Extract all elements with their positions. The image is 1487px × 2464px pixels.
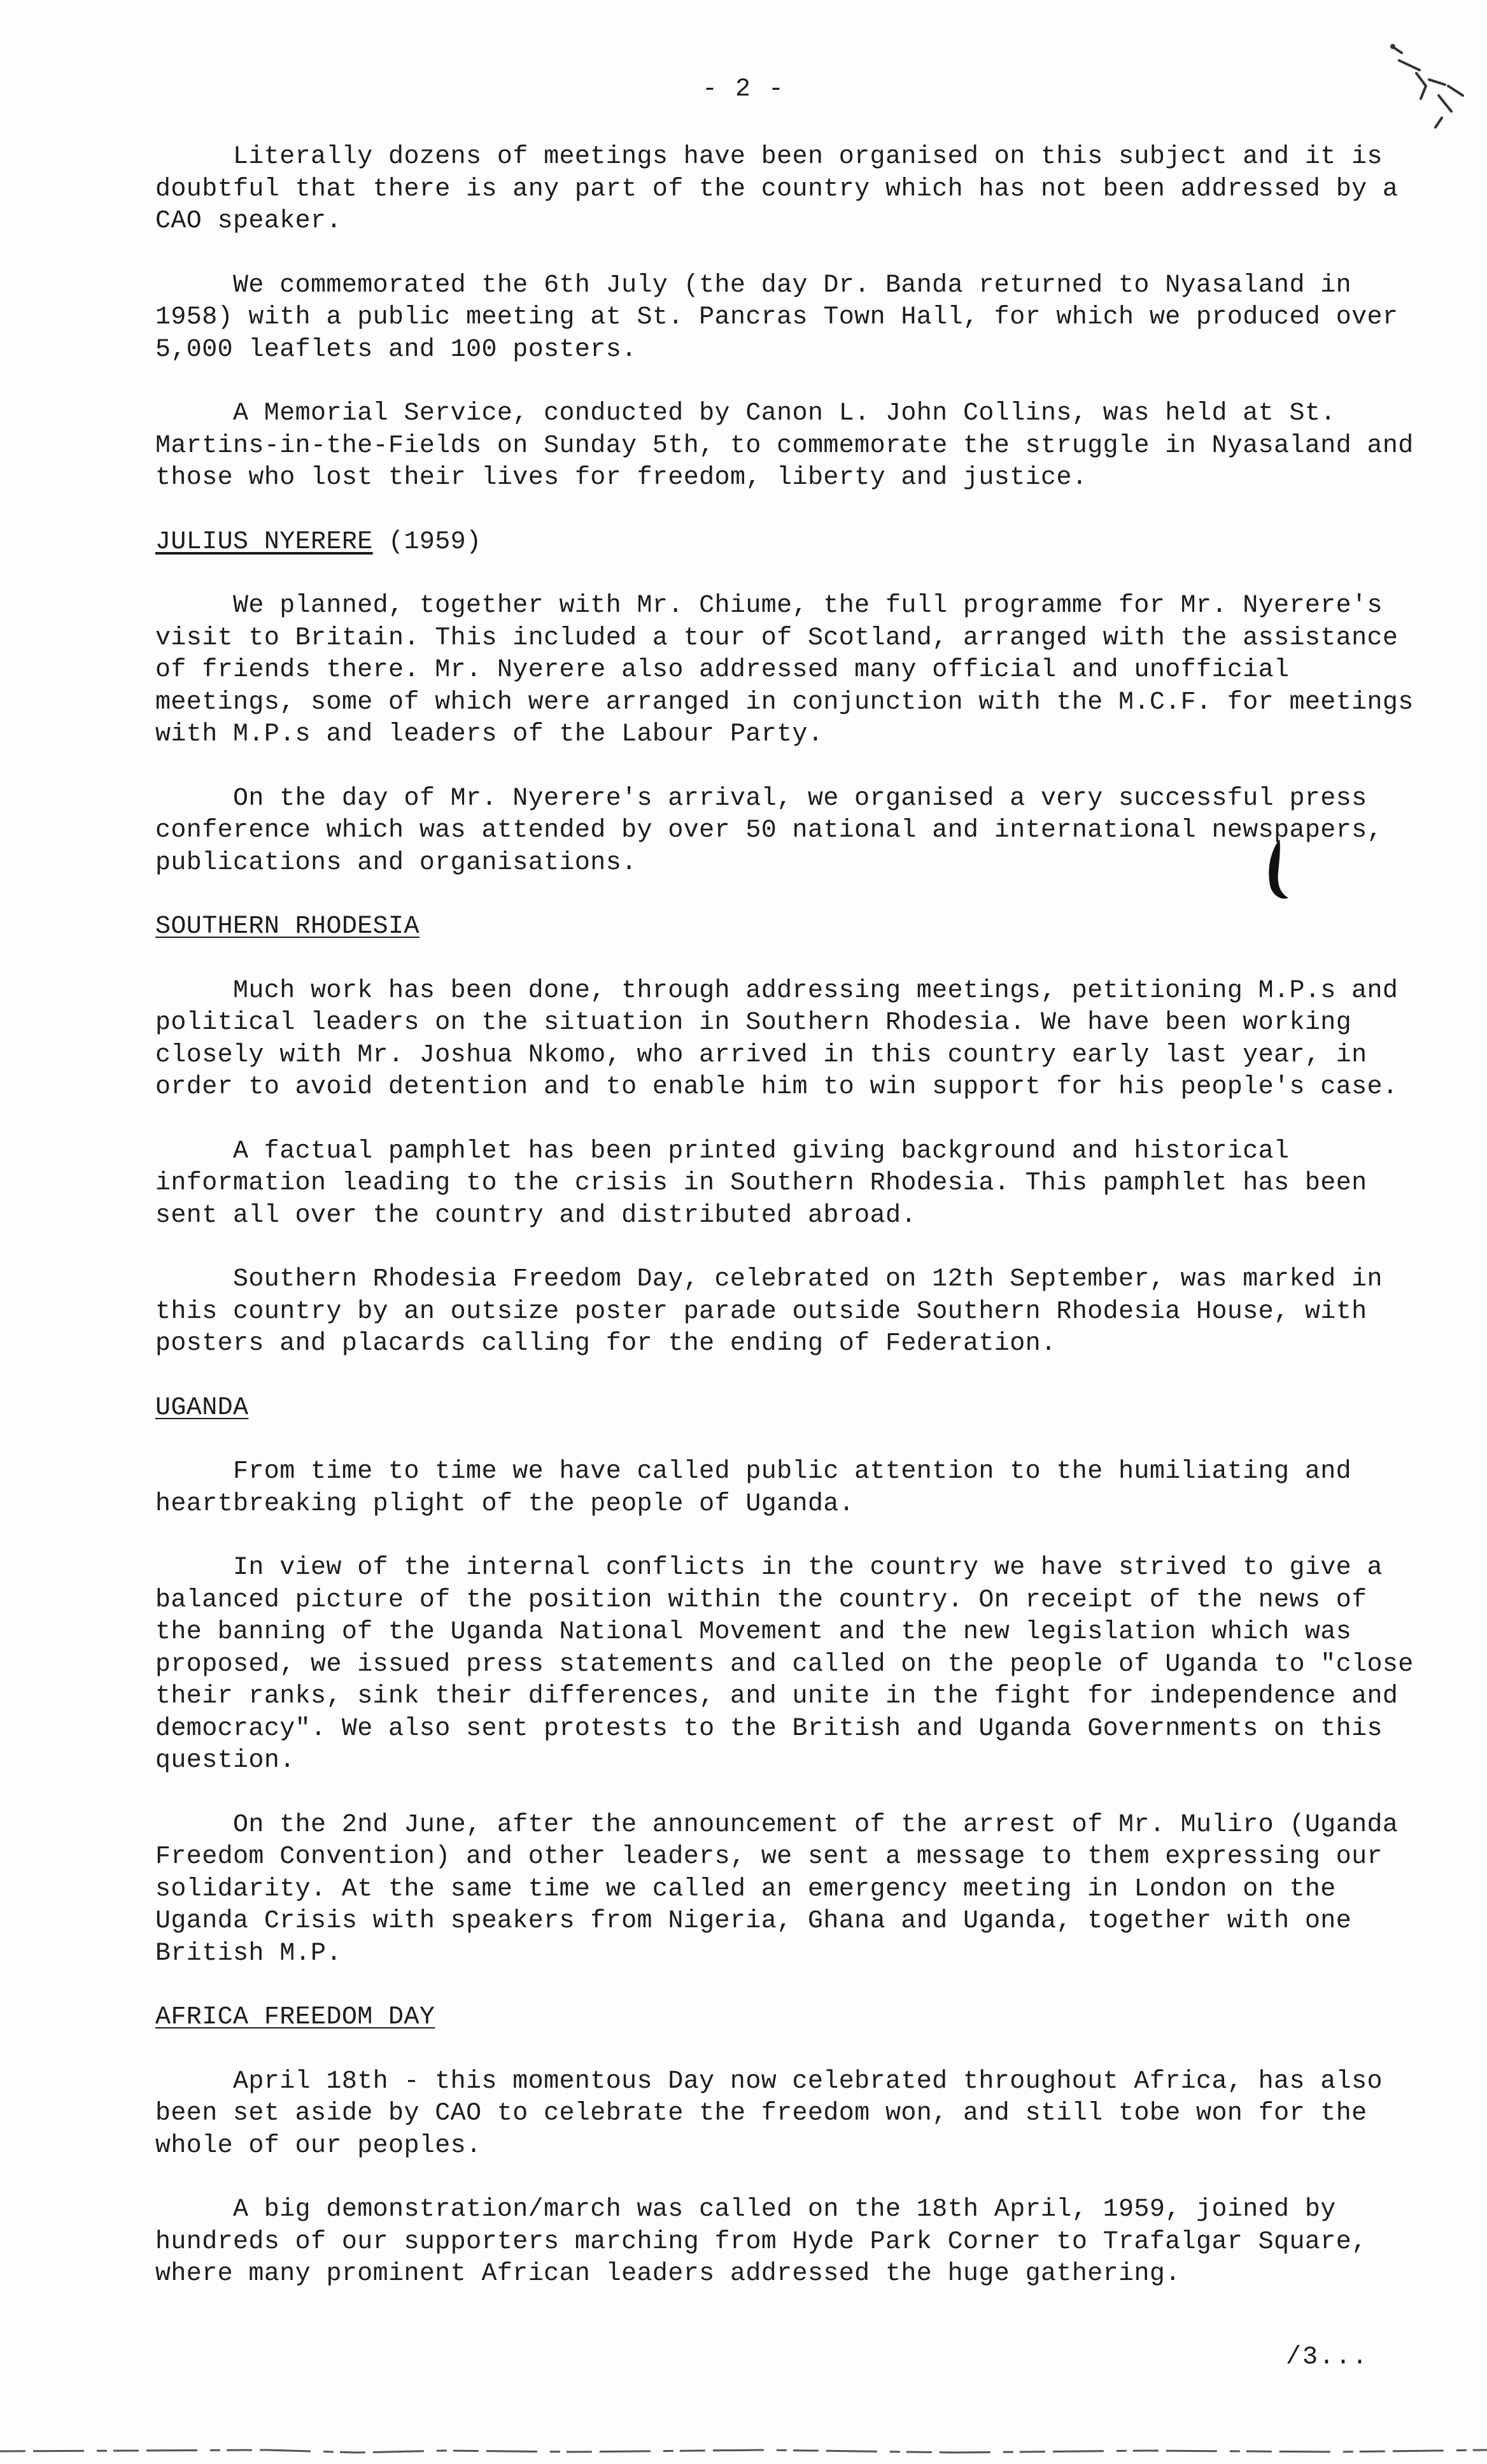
section-africa-freedom-day bbox=[155, 2002, 1422, 2291]
page-number: - 2 - bbox=[701, 75, 786, 104]
paragraph: A factual pamphlet has been printed giving background and historical information leading to the crisis in Southern Rhodesia. This pamphlet has been sent all over the country and distributed abroad. bbox=[155, 1136, 1367, 1230]
paragraph: A big demonstration/march was called on the 18th April, 1959, joined by hundreds of our supporters marching from Hyde Park Corner to Trafalgar Square, where many prominent African leaders addressed the huge gathering. bbox=[155, 2195, 1367, 2288]
paragraph: We commemorated the 6th July (the day Dr. Banda returned to Nyasaland in 1958) with a public meeting at St. Pancras Town Hall, for which we produced over 5,000 leaflets and 100 posters. bbox=[155, 271, 1399, 364]
section-julius-nyerere bbox=[155, 527, 1422, 880]
section-heading: SOUTHERN RHODESIA bbox=[155, 912, 419, 941]
paragraph: From time to time we have called public attention to the humiliating and heartbreaking plight of the people of Uganda. bbox=[155, 1457, 1352, 1519]
section-heading bbox=[155, 527, 1422, 559]
section-heading: AFRICA FREEDOM DAY bbox=[155, 2003, 435, 2032]
paragraph: On the 2nd June, after the announcement of the arrest of Mr. Muliro (Uganda Freedom Convention) and other leaders, we sent a message to them expressing our solidarity. At the same time we called an emergency meeting in London on the Uganda Crisis with speakers from Nigeria, Ghana and Uganda, together with one British M.P. bbox=[155, 1810, 1399, 1968]
paragraph: We planned, together with Mr. Chiume, the full programme for Mr. Nyerere's visit to Britain. This included a tour of Scotland, arranged with the assistance of friends there. Mr. Nyerere also addressed many official and unofficial meetings, some of which were arranged in conjunction with the M.C.F. for meetings with M.P.s and leaders of the Labour Party. bbox=[155, 591, 1414, 749]
heading-suffix: (1959) bbox=[372, 527, 482, 556]
section-southern-rhodesia bbox=[155, 911, 1422, 1361]
paragraph: Southern Rhodesia Freedom Day, celebrated on 12th September, was marked in this country by an outsize poster parade outside Southern Rhodesia House, with posters and placards calling for the ending of Federation. bbox=[155, 1265, 1383, 1358]
intro-section bbox=[155, 141, 1422, 495]
paragraph: Literally dozens of meetings have been organised on this subject and it is doubtful that there is any part of the country which has not been addressed by a CAO speaker. bbox=[155, 143, 1399, 236]
document-body bbox=[155, 141, 1422, 2323]
paragraph: April 18th - this momentous Day now celebrated throughout Africa, has also been set aside by CAO to celebrate the freedom won, and still tobe won for the whole of our peoples. bbox=[155, 2067, 1383, 2160]
section-uganda bbox=[155, 1392, 1422, 1971]
paragraph: A Memorial Service, conducted by Canon L. John Collins, was held at St. Martins-in-the-Fields on Sunday 5th, to commemorate the struggle in Nyasaland and those who lost their lives for freedom, liberty and justice. bbox=[155, 399, 1414, 492]
paragraph: Much work has been done, through addressing meetings, petitioning M.P.s and political leaders on the situation in Southern Rhodesia. We have been working closely with Mr. Joshua Nkomo, who arrived in this country early last year, in order to avoid detention and to enable him to win support for his people's case. bbox=[155, 976, 1399, 1101]
paragraph: On the day of Mr. Nyerere's arrival, we organised a very successful press conference which was attended by over 50 national and international newspapers, publications and organisations. bbox=[155, 784, 1383, 877]
torn-bottom-edge bbox=[0, 2442, 1487, 2464]
heading-text: JULIUS NYERERE bbox=[155, 527, 373, 556]
section-heading: UGANDA bbox=[155, 1393, 249, 1422]
paragraph: In view of the internal conflicts in the country we have strived to give a balanced picture of the position within the country. On receipt of the news of the banning of the Uganda National Movement and the new legislation which was proposed, we issued press statements and called on the people of Uganda to "close their ranks, sink their differences, and unite in the fight for independence and democracy". We also sent protests to the British and Uganda Governments on this question. bbox=[155, 1554, 1414, 1775]
continuation-marker: /3... bbox=[1286, 2343, 1369, 2372]
